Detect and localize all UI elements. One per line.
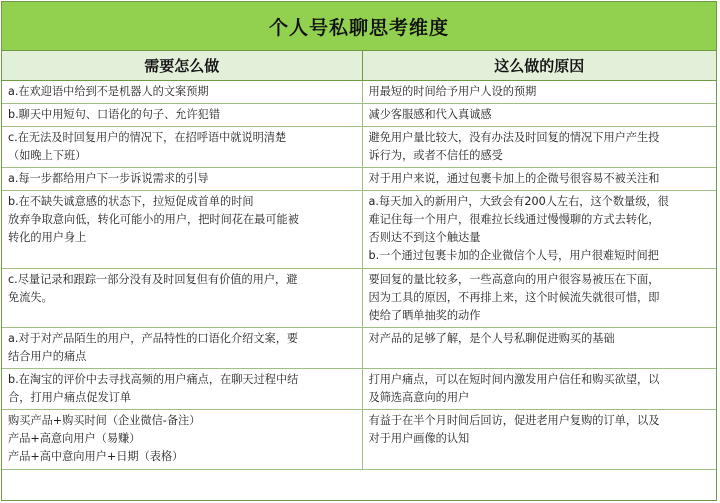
cell-line: 免流失。 <box>8 291 53 304</box>
cell-line: 避免用户量比较大，没有办法及时回复的情况下用户产生投 <box>368 131 660 144</box>
cell-line: 放弃争取意向低，转化可能小的用户，把时间花在最可能被 <box>8 213 299 226</box>
cell-line: b.在不缺失诚意感的状态下，拉短促成首单的时间 <box>8 195 254 208</box>
cell-line: 否则达不到这个触达量 <box>368 231 481 244</box>
table-row <box>2 127 716 168</box>
table-row <box>2 168 716 191</box>
cell-how <box>2 168 362 191</box>
cell-line: （如晚上下班） <box>8 149 87 162</box>
cell-line: 对于用户来说，通过包裹卡加上的企微号很容易不被关注和 <box>368 172 660 185</box>
cell-why <box>362 191 716 269</box>
table-title: 个人号私聊思考维度 <box>2 2 716 51</box>
header-why: 这么做的原因 <box>362 51 716 81</box>
cell-how <box>2 369 362 410</box>
cell-line: 及筛选高意向的用户 <box>368 391 470 404</box>
table-row <box>2 369 716 410</box>
cell-why <box>362 104 716 127</box>
cell-line: 因为工具的原因，不再排上来，这个时候流失就很可惜，即 <box>368 291 660 304</box>
header-row <box>2 51 716 81</box>
cell-line: 结合用户的痛点 <box>8 350 87 363</box>
cell-line: 难记住每一个用户，很难拉长线通过慢慢聊的方式去转化， <box>368 213 660 226</box>
cell-line: b.一个通过包裹卡加的企业微信个人号，用户很难短时间把 <box>368 249 659 262</box>
cell-how <box>2 127 362 168</box>
cell-line: 转化的用户身上 <box>8 231 87 244</box>
cell-how <box>2 191 362 269</box>
cell-line: 产品+高意向用户（易赚） <box>8 432 141 445</box>
cell-why <box>362 410 716 470</box>
table-row <box>2 328 716 369</box>
cell-line: 诉行为，或者不信任的感受 <box>368 149 503 162</box>
cell-line: 对产品的足够了解，是个人号私聊促进购买的基础 <box>368 332 615 345</box>
cell-line: 产品+高中意向用户+日期（表格） <box>8 450 184 463</box>
sheet <box>1 1 717 501</box>
cell-how <box>2 410 362 470</box>
table-body <box>2 81 716 470</box>
cell-how <box>2 328 362 369</box>
strategy-table <box>2 51 716 470</box>
cell-line: 使给了晒单抽奖的动作 <box>368 309 481 322</box>
table-row <box>2 269 716 328</box>
cell-why <box>362 328 716 369</box>
cell-line: c.在无法及时回复用户的情况下，在招呼语中就说明清楚 <box>8 131 287 144</box>
cell-line: a.每一步都给用户下一步诉说需求的引导 <box>8 172 209 185</box>
cell-line: 用最短的时间给予用户人设的预期 <box>368 85 537 98</box>
cell-line: c.尽量记录和跟踪一部分没有及时回复但有价值的用户，避 <box>8 273 298 286</box>
cell-line: a.每天加入的新用户，大致会有200人左右，这个数量级，很 <box>368 195 669 208</box>
table-row <box>2 81 716 104</box>
cell-line: 合，打用户痛点促发订单 <box>8 391 132 404</box>
cell-line: 要回复的量比较多，一些高意向的用户很容易被压在下面， <box>368 273 660 286</box>
cell-why <box>362 269 716 328</box>
table-row <box>2 191 716 269</box>
cell-why <box>362 369 716 410</box>
cell-how <box>2 104 362 127</box>
cell-line: 有益于在半个月时间后回访，促进老用户复购的订单，以及 <box>368 414 660 427</box>
cell-line: 减少客服感和代入真诚感 <box>368 108 492 121</box>
cell-line: b.聊天中用短句、口语化的句子、允许犯错 <box>8 108 221 121</box>
cell-how <box>2 269 362 328</box>
cell-line: a.对于对产品陌生的用户，产品特性的口语化介绍文案，要 <box>8 332 299 345</box>
cell-line: 打用户痛点，可以在短时间内激发用户信任和购买欲望，以 <box>368 373 660 386</box>
cell-line: 对于用户画像的认知 <box>368 432 470 445</box>
cell-line: a.在欢迎语中给到不是机器人的文案预期 <box>8 85 209 98</box>
cell-line: 购买产品+购买时间（企业微信-备注） <box>8 414 201 427</box>
header-how: 需要怎么做 <box>2 51 362 81</box>
cell-how <box>2 81 362 104</box>
table-row <box>2 104 716 127</box>
cell-why <box>362 168 716 191</box>
cell-line: b.在淘宝的评价中去寻找高频的用户痛点，在聊天过程中结 <box>8 373 299 386</box>
cell-why <box>362 81 716 104</box>
cell-why <box>362 127 716 168</box>
table-row <box>2 410 716 470</box>
